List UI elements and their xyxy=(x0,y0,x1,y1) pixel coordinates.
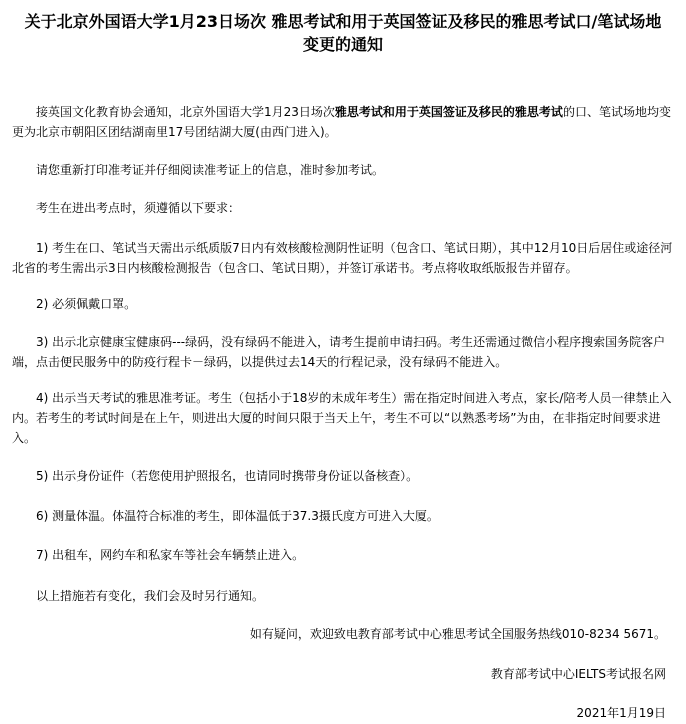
intro-text-post: 的口、笔试场地均变更为北京市朝阳区团结湖南里17号团结湖大厦(由西门进入)。 xyxy=(12,105,671,139)
requirement-item-2: 2) 必须佩戴口罩。 xyxy=(36,297,137,311)
signature-date: 2021年1月19日 xyxy=(576,706,666,720)
notice-title-line2: 变更的通知 xyxy=(302,35,383,54)
signature-org: 教育部考试中心IELTS考试报名网 xyxy=(490,667,666,681)
requirement-item-7: 7) 出租车，网约车和私家车等社会车辆禁止进入。 xyxy=(36,548,305,562)
requirement-item-4: 4) 出示当天考试的雅思准考证。考生（包括小于18岁的未成年考生）需在指定时间进入考点，家长/陪考人员一律禁止入内。若考生的考试时间是在上午，则进出大厦的时间只限于当天上午，考生不可以“以熟悉考场”为由，在非指定时间要求进入。 xyxy=(12,391,672,445)
requirement-item-5: 5) 出示身份证件（若您使用护照报名，也请同时携带身份证以备核查）。 xyxy=(36,469,419,483)
requirements-intro: 考生在进出考点时，须遵循以下要求： xyxy=(36,201,241,215)
notice-title xyxy=(12,10,674,56)
intro-paragraph xyxy=(12,102,674,142)
requirement-item-3: 3) 出示北京健康宝健康码---绿码，没有绿码不能进入，请考生提前申请扫码。考生还需通过微信小程序搜索国务院客户端，点击便民服务中的防疫行程卡－绿码，以提供过去14天的行程记录，没有绿码不能进入。 xyxy=(12,335,666,369)
intro-exam-name: 雅思考试和用于英国签证及移民的雅思考试 xyxy=(334,105,563,119)
requirement-item-1: 1) 考生在口、笔试当天需出示纸质版7日内有效核酸检测阴性证明（包含口、笔试日期），其中12月10日后居住或途径河北省的考生需出示3日内核酸检测报告（包含口、笔试日期），并签订承诺书。考点将收取纸版报告并留存。 xyxy=(12,241,673,275)
notice-title-line1: 关于北京外国语大学1月23日场次 雅思考试和用于英国签证及移民的雅思考试口/笔试场地 xyxy=(24,12,662,31)
reprint-paragraph: 请您重新打印准考证并仔细阅读准考证上的信息，准时参加考试。 xyxy=(36,163,385,177)
closing-paragraph: 以上措施若有变化，我们会及时另行通知。 xyxy=(36,589,265,603)
requirement-item-6: 6) 测量体温。体温符合标准的考生，即体温低于37.3摄氏度方可进入大厦。 xyxy=(36,509,439,523)
intro-text-pre: 接英国文化教育协会通知，北京外国语大学1月23日场次 xyxy=(36,105,335,119)
contact-line: 如有疑问，欢迎致电教育部考试中心雅思考试全国服务热线010-8234 5671。 xyxy=(249,627,666,641)
